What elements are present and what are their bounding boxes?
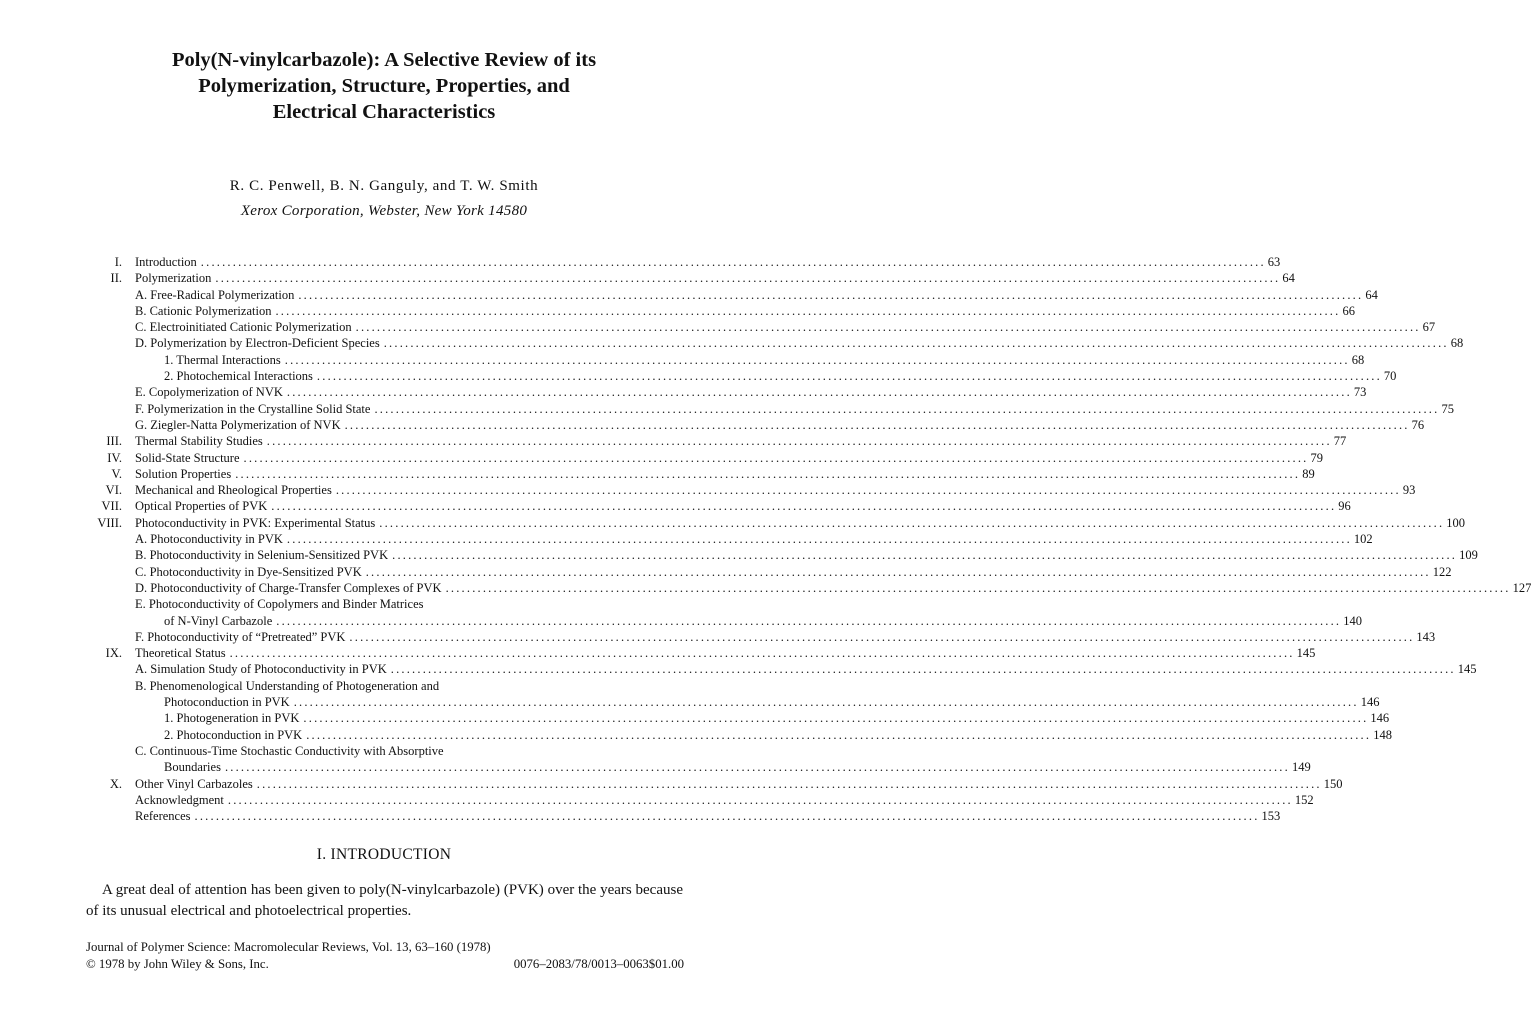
title-line-3: Electrical Characteristics — [272, 101, 496, 123]
toc-entry-title: D. Photoconductivity of Charge-Transfer Complexes of PVK — [135, 580, 442, 595]
toc-entry-number: IV. — [107, 450, 122, 465]
toc-entry-line — [135, 287, 1378, 303]
toc-entry-page: 145 — [1457, 662, 1477, 677]
toc-entry-title: 1. Photogeneration in PVK — [164, 711, 300, 726]
toc-entry-title: 2. Photoconduction in PVK — [164, 727, 303, 742]
toc-entry-line — [135, 303, 1355, 319]
toc-entry-title: Photoconduction in PVK — [164, 695, 290, 710]
toc-entry-line — [135, 661, 1477, 677]
toc-entry-line — [135, 547, 1478, 563]
toc-entry-line — [135, 335, 1464, 351]
toc-entry-page: 122 — [1432, 564, 1452, 579]
toc-entry-page: 68 — [1351, 352, 1365, 367]
toc-entry-title: B. Photoconductivity in Selenium-Sensitized PVK — [135, 548, 389, 563]
toc-entry — [0, 743, 768, 759]
toc-leader-dots: ........................................................................................................................................................................................................ — [374, 401, 1440, 416]
toc-entry-page: 75 — [1441, 401, 1454, 416]
toc-entry — [0, 596, 768, 612]
toc-entry-page: 145 — [1296, 646, 1316, 661]
toc-entry-title: A. Free-Radical Polymerization — [135, 287, 295, 302]
table-of-contents — [0, 254, 1531, 824]
toc-entry — [0, 710, 1390, 726]
toc-entry — [0, 808, 1281, 824]
toc-leader-dots: ........................................................................................................................................................................................................ — [349, 629, 1415, 644]
toc-entry-line — [164, 694, 1380, 710]
toc-leader-dots: ........................................................................................................................................................................................................ — [306, 727, 1372, 742]
toc-entry-page: 77 — [1333, 434, 1347, 449]
toc-entry — [0, 450, 1323, 466]
toc-leader-dots: ........................................................................................................................................................................................................ — [335, 483, 1401, 498]
toc-entry — [0, 645, 1316, 661]
toc-entry-page: 64 — [1282, 271, 1295, 286]
toc-leader-dots: ........................................................................................................................................................................................................ — [229, 646, 1295, 661]
toc-entry-title: Mechanical and Rheological Properties — [135, 483, 332, 498]
toc-entry-line — [135, 417, 1425, 433]
toc-entry — [0, 319, 1436, 335]
toc-entry — [0, 694, 1380, 710]
toc-leader-dots: ........................................................................................................................................................................................................ — [316, 369, 1382, 384]
toc-leader-dots: ........................................................................................................................................................................................................ — [200, 255, 1266, 269]
toc-entry-page: 109 — [1459, 548, 1478, 563]
toc-entry-line — [135, 401, 1454, 417]
toc-entry-page: 148 — [1373, 727, 1392, 742]
toc-entry-line — [135, 384, 1367, 400]
toc-leader-dots: ........................................................................................................................................................................................................ — [383, 336, 1449, 351]
toc-entry-number: V. — [111, 466, 122, 481]
toc-entry-title: Other Vinyl Carbazoles — [135, 776, 253, 791]
toc-leader-dots: ........................................................................................................................................................................................................ — [215, 271, 1281, 286]
toc-entry-number: IX. — [105, 646, 122, 661]
toc-entry-line — [135, 596, 428, 612]
toc-entry-page: 150 — [1323, 776, 1343, 791]
toc-entry — [0, 368, 1397, 384]
toc-entry-line — [135, 531, 1373, 547]
copyright-notice: © 1978 by John Wiley & Sons, Inc. — [86, 957, 269, 971]
toc-entry-title: References — [135, 809, 191, 824]
toc-entry-title: A. Photoconductivity in PVK — [135, 532, 283, 547]
author-affiliation: Xerox Corporation, Webster, New York 14580 — [240, 203, 528, 219]
toc-entry-page: 146 — [1360, 695, 1380, 710]
toc-entry-line — [135, 270, 1295, 286]
toc-entry-page: 152 — [1294, 792, 1314, 807]
toc-entry-page: 140 — [1343, 613, 1362, 628]
toc-entry-page: 100 — [1446, 515, 1466, 530]
toc-entry-title: D. Polymerization by Electron-Deficient Species — [135, 336, 380, 351]
toc-entry-title: F. Photoconductivity of “Pretreated” PVK — [135, 629, 346, 644]
toc-entry — [0, 352, 1365, 368]
toc-entry-title: Solution Properties — [135, 466, 232, 481]
toc-entry-title: Solid-State Structure — [135, 450, 240, 465]
author-list: R. C. Penwell, B. N. Ganguly, and T. W. Smith — [229, 178, 539, 194]
toc-entry-page: 149 — [1291, 760, 1311, 775]
toc-entry-title: Optical Properties of PVK — [135, 499, 268, 514]
toc-entry-title: of N-Vinyl Carbazole — [164, 613, 273, 628]
toc-entry-line — [164, 368, 1397, 384]
toc-entry — [0, 335, 1464, 351]
toc-entry-title: A. Simulation Study of Photoconductivity in PVK — [135, 662, 387, 677]
toc-leader-dots: ........................................................................................................................................................................................................ — [243, 450, 1309, 465]
toc-leader-dots: ........................................................................................................................................................................................................ — [303, 711, 1369, 726]
toc-entry — [0, 613, 1362, 629]
toc-entry-page: 79 — [1310, 450, 1323, 465]
toc-entry-page: 102 — [1353, 532, 1373, 547]
toc-entry-page: 127 — [1512, 580, 1531, 595]
page-footer — [86, 939, 684, 973]
toc-leader-dots: ........................................................................................................................................................................................................ — [194, 809, 1260, 824]
toc-leader-dots: ........................................................................................................................................................................................................ — [286, 532, 1352, 547]
toc-entry-page: 146 — [1370, 711, 1390, 726]
toc-entry-page: 63 — [1267, 255, 1281, 269]
toc-leader-dots: ........................................................................................................................................................................................................ — [379, 515, 1445, 530]
toc-entry-line — [135, 678, 443, 694]
toc-leader-dots: ........................................................................................................................................................................................................ — [271, 499, 1337, 514]
toc-entry-line — [164, 727, 1392, 743]
toc-entry-line — [164, 352, 1365, 368]
toc-entry — [0, 498, 1351, 514]
journal-citation: Journal of Polymer Science: Macromolecular Reviews, Vol. 13, 63–160 (1978) — [86, 940, 491, 954]
toc-entry — [0, 270, 1295, 286]
toc-entry-number: X. — [109, 776, 122, 791]
toc-entry-line — [164, 710, 1390, 726]
toc-entry-page: 68 — [1450, 336, 1464, 351]
toc-entry-page: 89 — [1302, 466, 1315, 481]
toc-entry-number: III. — [106, 434, 122, 449]
toc-entry-line — [135, 433, 1347, 449]
footer-row — [86, 956, 684, 973]
toc-leader-dots: ........................................................................................................................................................................................................ — [227, 792, 1293, 807]
toc-entry — [0, 303, 1355, 319]
toc-entry — [0, 254, 1281, 270]
toc-entry — [0, 564, 1452, 580]
toc-entry — [0, 515, 1466, 531]
toc-leader-dots: ........................................................................................................................................................................................................ — [266, 434, 1332, 449]
toc-entry-number: II. — [110, 271, 122, 286]
toc-entry — [0, 433, 1347, 449]
toc-leader-dots: ........................................................................................................................................................................................................ — [224, 760, 1290, 775]
article-code: 0076–2083/78/0013–0063$01.00 — [513, 957, 684, 971]
toc-entry-line — [135, 482, 1416, 498]
toc-entry-page: 143 — [1416, 629, 1436, 644]
toc-entry-title: B. Phenomenological Understanding of Photogeneration and — [135, 678, 440, 693]
toc-entry — [0, 759, 1311, 775]
toc-entry-title: Thermal Stability Studies — [135, 434, 263, 449]
toc-entry-line — [135, 580, 1531, 596]
toc-leader-dots: ........................................................................................................................................................................................................ — [235, 466, 1301, 481]
toc-leader-dots: ........................................................................................................................................................................................................ — [344, 417, 1410, 432]
toc-entry-line — [135, 776, 1343, 792]
toc-entry-title: E. Copolymerization of NVK — [135, 385, 283, 400]
toc-leader-dots: ........................................................................................................................................................................................................ — [298, 287, 1364, 302]
toc-entry-line — [135, 319, 1436, 335]
toc-entry — [0, 287, 1378, 303]
toc-entry-number: I. — [114, 255, 122, 269]
toc-leader-dots: ........................................................................................................................................................................................................ — [355, 320, 1421, 335]
toc-entry-title: Theoretical Status — [135, 646, 226, 661]
toc-entry-title: Acknowledgment — [135, 792, 224, 807]
toc-entry — [0, 417, 1425, 433]
toc-leader-dots: ........................................................................................................................................................................................................ — [293, 695, 1359, 710]
toc-entry-title: E. Photoconductivity of Copolymers and Binder Matrices — [135, 597, 424, 612]
toc-entry-title: C. Photoconductivity in Dye-Sensitized PVK — [135, 564, 362, 579]
toc-leader-dots: ........................................................................................................................................................................................................ — [365, 564, 1431, 579]
toc-entry-line — [135, 808, 1281, 824]
toc-leader-dots: ........................................................................................................................................................................................................ — [286, 385, 1352, 400]
toc-entry — [0, 384, 1367, 400]
toc-leader-dots: ........................................................................................................................................................................................................ — [275, 303, 1341, 318]
toc-entry — [0, 482, 1416, 498]
toc-entry — [0, 531, 1373, 547]
title-line-1: Poly(N-vinylcarbazole): A Selective Review of its — [171, 49, 597, 71]
toc-entry-line — [135, 450, 1323, 466]
toc-entry-number: VI. — [105, 483, 122, 498]
title-line-2: Polymerization, Structure, Properties, and — [198, 75, 570, 97]
toc-entry — [0, 661, 1477, 677]
toc-entry-number: VII. — [101, 499, 122, 514]
toc-entry-page: 96 — [1338, 499, 1351, 514]
toc-entry-line — [135, 564, 1452, 580]
toc-entry-page: 73 — [1353, 385, 1367, 400]
toc-entry — [0, 629, 1436, 645]
toc-entry-page: 93 — [1402, 483, 1416, 498]
toc-entry-line — [135, 498, 1351, 514]
toc-entry — [0, 727, 1392, 743]
toc-entry-title: 2. Photochemical Interactions — [164, 369, 313, 384]
toc-entry-number: VIII. — [97, 515, 122, 530]
toc-entry — [0, 401, 1454, 417]
toc-entry-title: B. Cationic Polymerization — [135, 303, 272, 318]
toc-entry-line — [135, 629, 1436, 645]
toc-entry-line — [135, 792, 1314, 808]
toc-entry — [0, 678, 768, 694]
toc-entry-title: C. Continuous-Time Stochastic Conductivity with Absorptive — [135, 743, 444, 758]
toc-entry-page: 153 — [1261, 809, 1281, 824]
toc-entry-title: C. Electroinitiated Cationic Polymerization — [135, 320, 352, 335]
toc-entry-title: Polymerization — [135, 271, 212, 286]
toc-entry-page: 67 — [1422, 320, 1436, 335]
toc-entry — [0, 776, 1343, 792]
toc-entry-line — [164, 759, 1311, 775]
toc-entry-page: 76 — [1411, 417, 1425, 432]
toc-entry — [0, 547, 1478, 563]
toc-leader-dots: ........................................................................................................................................................................................................ — [445, 580, 1511, 595]
toc-entry-title: F. Polymerization in the Crystalline Solid State — [135, 401, 371, 416]
toc-entry-line — [135, 515, 1466, 531]
article-title — [0, 47, 768, 125]
toc-entry-page: 66 — [1342, 303, 1355, 318]
toc-entry-page: 64 — [1365, 287, 1378, 302]
toc-leader-dots: ........................................................................................................................................................................................................ — [276, 613, 1342, 628]
toc-entry-line — [135, 645, 1316, 661]
toc-entry — [0, 792, 1314, 808]
toc-leader-dots: ........................................................................................................................................................................................................ — [390, 662, 1456, 677]
toc-entry-line — [135, 466, 1315, 482]
toc-entry-title: Boundaries — [164, 760, 221, 775]
toc-entry-title: 1. Thermal Interactions — [164, 352, 281, 367]
toc-leader-dots: ........................................................................................................................................................................................................ — [392, 548, 1458, 563]
toc-leader-dots: ........................................................................................................................................................................................................ — [256, 776, 1322, 791]
toc-entry-title: Photoconductivity in PVK: Experimental Status — [135, 515, 376, 530]
body-paragraph: A great deal of attention has been given to poly(N-vinylcarbazole) (PVK) over the years because of its unusual electrical and photoelectrical properties. — [86, 882, 683, 919]
toc-entry-line — [164, 613, 1362, 629]
toc-entry — [0, 466, 1315, 482]
toc-entry-page: 70 — [1383, 369, 1397, 384]
section-heading: I. INTRODUCTION — [316, 846, 452, 863]
toc-leader-dots: ........................................................................................................................................................................................................ — [284, 352, 1350, 367]
toc-entry-title: Introduction — [135, 255, 197, 269]
toc-entry-line — [135, 254, 1281, 270]
toc-entry — [0, 580, 1531, 596]
toc-entry-title: G. Ziegler-Natta Polymerization of NVK — [135, 417, 341, 432]
toc-entry-line — [135, 743, 448, 759]
